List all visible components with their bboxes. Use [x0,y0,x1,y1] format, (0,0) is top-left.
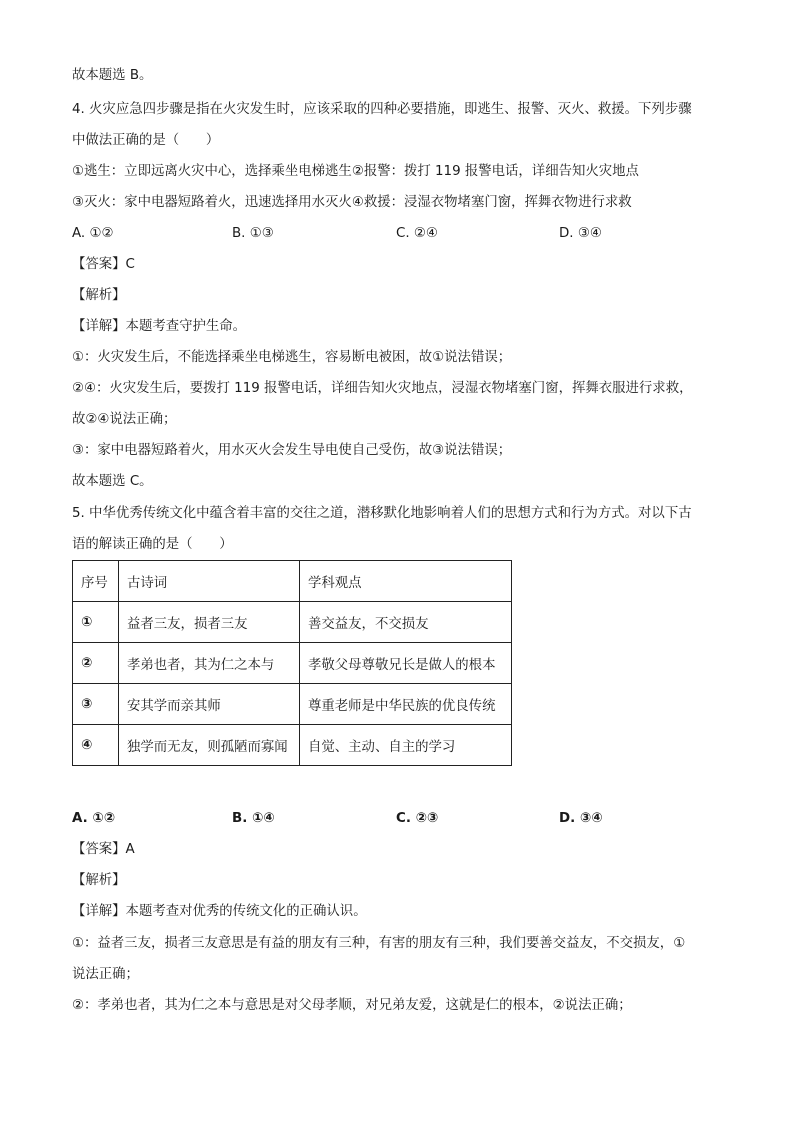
q5-detail: 【详解】本题考查对优秀的传统文化的正确认识。 [72,904,367,919]
q4-options [72,225,732,243]
q5-stem-line-2: 语的解读正确的是（ ） [72,537,233,552]
q4-item-line-2: ③灭火：家中电器短路着火，迅速选择用水灭火④救援：浸湿衣物堵塞门窗，挥舞衣物进行求救 [72,195,632,210]
table-cell: 尊重老师是中华民族的优良传统 [300,684,512,725]
q4-explanation-1: ①：火灾发生后，不能选择乘坐电梯逃生，容易断电被困，故①说法错误； [72,350,512,365]
q5-explanation-3: ②：孝弟也者，其为仁之本与意思是对父母孝顺，对兄弟友爱，这就是仁的根本，②说法正确； [72,998,632,1013]
q4-option-a: A. ①② [72,226,114,241]
q5-explanation-1: ①：益者三友，损者三友意思是有益的朋友有三种，有害的朋友有三种，我们要善交益友，不交损友，① [72,936,686,951]
q5-stem-line-1: 5. 中华优秀传统文化中蕴含着丰富的交往之道，潜移默化地影响着人们的思想方式和行为方式。对以下古 [72,506,692,521]
table-cell: 自觉、主动、自主的学习 [300,725,512,766]
q4-detail: 【详解】本题考查守护生命。 [72,319,247,334]
q5-options [72,810,732,828]
q4-conclusion: 故本题选 C。 [72,474,153,489]
q5-option-a: A. ①② [72,811,116,826]
table-header-cell: 学科观点 [300,561,512,602]
table-cell: 孝敬父母尊敬兄长是做人的根本 [300,643,512,684]
q5-analysis-label: 【解析】 [72,873,126,888]
q4-stem-line-1: 4. 火灾应急四步骤是指在火灾发生时，应该采取的四种必要措施，即逃生、报警、灭火、救援。下列步骤 [72,102,692,117]
table-row [73,725,512,766]
q5-explanation-2: 说法正确； [72,967,139,982]
q4-stem-line-2: 中做法正确的是（ ） [72,133,220,148]
table-cell: ④ [73,725,119,766]
q4-option-b: B. ①③ [232,226,274,241]
q4-analysis-label: 【解析】 [72,288,126,303]
q4-option-c: C. ②④ [396,226,438,241]
table-row [73,684,512,725]
table-cell: ① [73,602,119,643]
prev-conclusion: 故本题选 B。 [72,68,153,83]
table-cell: 孝弟也者，其为仁之本与 [119,643,300,684]
table-header-cell: 古诗词 [119,561,300,602]
q5-answer: 【答案】A [72,842,135,857]
q5-option-c: C. ②③ [396,811,439,826]
q4-explanation-2: ②④：火灾发生后，要拨打 119 报警电话，详细告知火灾地点，浸湿衣物堵塞门窗，挥舞衣服进行求救， [72,381,693,396]
table-cell: 安其学而亲其师 [119,684,300,725]
table-cell: 善交益友，不交损友 [300,602,512,643]
q5-option-b: B. ①④ [232,811,275,826]
q4-item-line-1: ①逃生：立即远离火灾中心，选择乘坐电梯逃生②报警：拨打 119 报警电话，详细告知火灾地点 [72,164,639,179]
q4-option-d: D. ③④ [559,226,602,241]
table-row [73,643,512,684]
table-cell: ② [73,643,119,684]
q4-answer: 【答案】C [72,257,135,272]
table-cell: 益者三友，损者三友 [119,602,300,643]
table-cell: ③ [73,684,119,725]
table-cell: 独学而无友，则孤陋而寡闻 [119,725,300,766]
q5-option-d: D. ③④ [559,811,603,826]
table-row [73,602,512,643]
q4-explanation-3: 故②④说法正确； [72,412,177,427]
q5-table [72,560,512,766]
q4-explanation-4: ③：家中电器短路着火，用水灭火会发生导电使自己受伤，故③说法错误； [72,443,512,458]
table-header-cell: 序号 [73,561,119,602]
table-header-row [73,561,512,602]
